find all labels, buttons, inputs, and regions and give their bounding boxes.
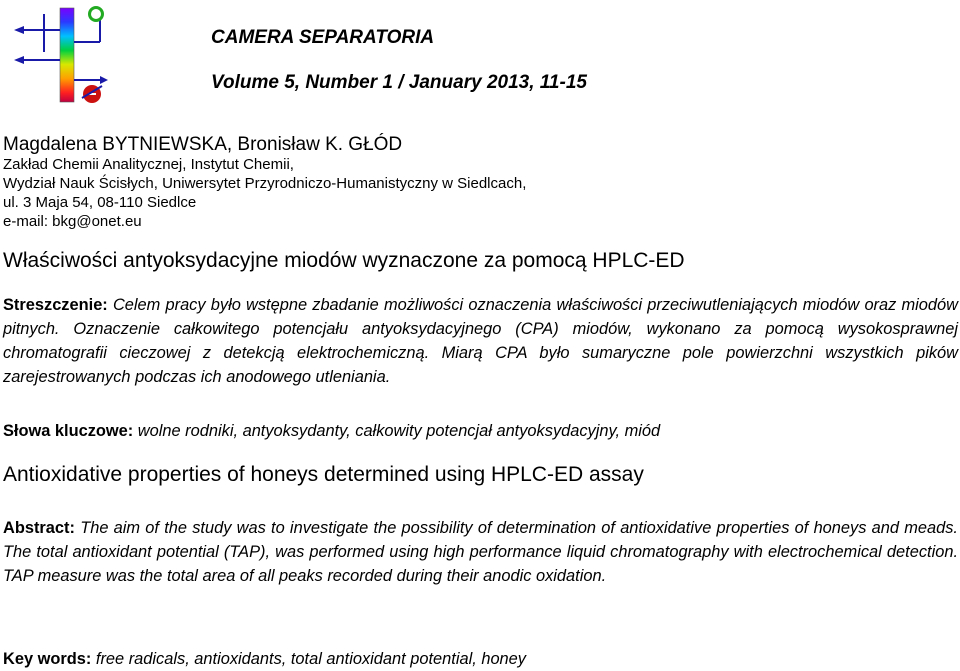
keywords-english-text: free radicals, antioxidants, total antioxidant potential, honey [91,650,526,668]
abstract-english-text: The aim of the study was to investigate the possibility of determination of antioxidative properties of honeys and meads. The total antioxidant potential (TAP), was performed using high performance liquid chromatography with electrochemical detection. TAP measure was the total area of all peaks recorded during their anodic oxidation. [3,519,958,585]
affiliation-line: Wydział Nauk Ścisłych, Uniwersytet Przyrodniczo-Humanistyczny w Siedlcach, [3,175,527,192]
journal-logo [4,2,116,114]
column-gradient [60,8,74,102]
keywords-polish [3,419,958,443]
keywords-polish-text: wolne rodniki, antyoksydanty, całkowity potencjał antyoksydacyjny, miód [133,422,661,440]
affiliation-line: Zakład Chemii Analitycznej, Instytut Chemii, [3,156,294,173]
abstract-polish-label: Streszczenie: [3,296,108,314]
keywords-polish-label: Słowa kluczowe: [3,422,134,440]
keywords-english [3,647,958,671]
journal-issue: Volume 5, Number 1 / January 2013, 11-15 [211,72,587,93]
abstract-polish-text: Celem pracy było wstępne zbadanie możliwości oznaczenia właściwości przeciwutleniających miodów oraz miodów pitnych. Oznaczenie całkowitego potencjału antyoksydacyjnego (CPA) miodów, wykonano za pomocą wysokosprawnej chromatografii cieczowej z detekcją elektrochemiczną. Miarą CPA było sumaryczne pole powierzchni wszystkich pików zarejestrowanych podczas ich anodowego utleniania. [3,296,958,386]
affiliation-line: ul. 3 Maja 54, 08-110 Siedlce [3,194,197,211]
keywords-english-label: Key words: [3,650,92,668]
title-polish: Właściwości antyoksydacyjne miodów wyznaczone za pomocą HPLC-ED [3,249,685,272]
abstract-polish [3,293,958,389]
authors: Magdalena BYTNIEWSKA, Bronisław K. GŁÓD [3,134,403,155]
journal-name: CAMERA SEPARATORIA [211,27,435,48]
email-line: e-mail: bkg@onet.eu [3,213,142,230]
title-english: Antioxidative properties of honeys determined using HPLC-ED assay [3,463,644,486]
abstract-english-label: Abstract: [3,519,75,537]
abstract-english [3,516,958,588]
